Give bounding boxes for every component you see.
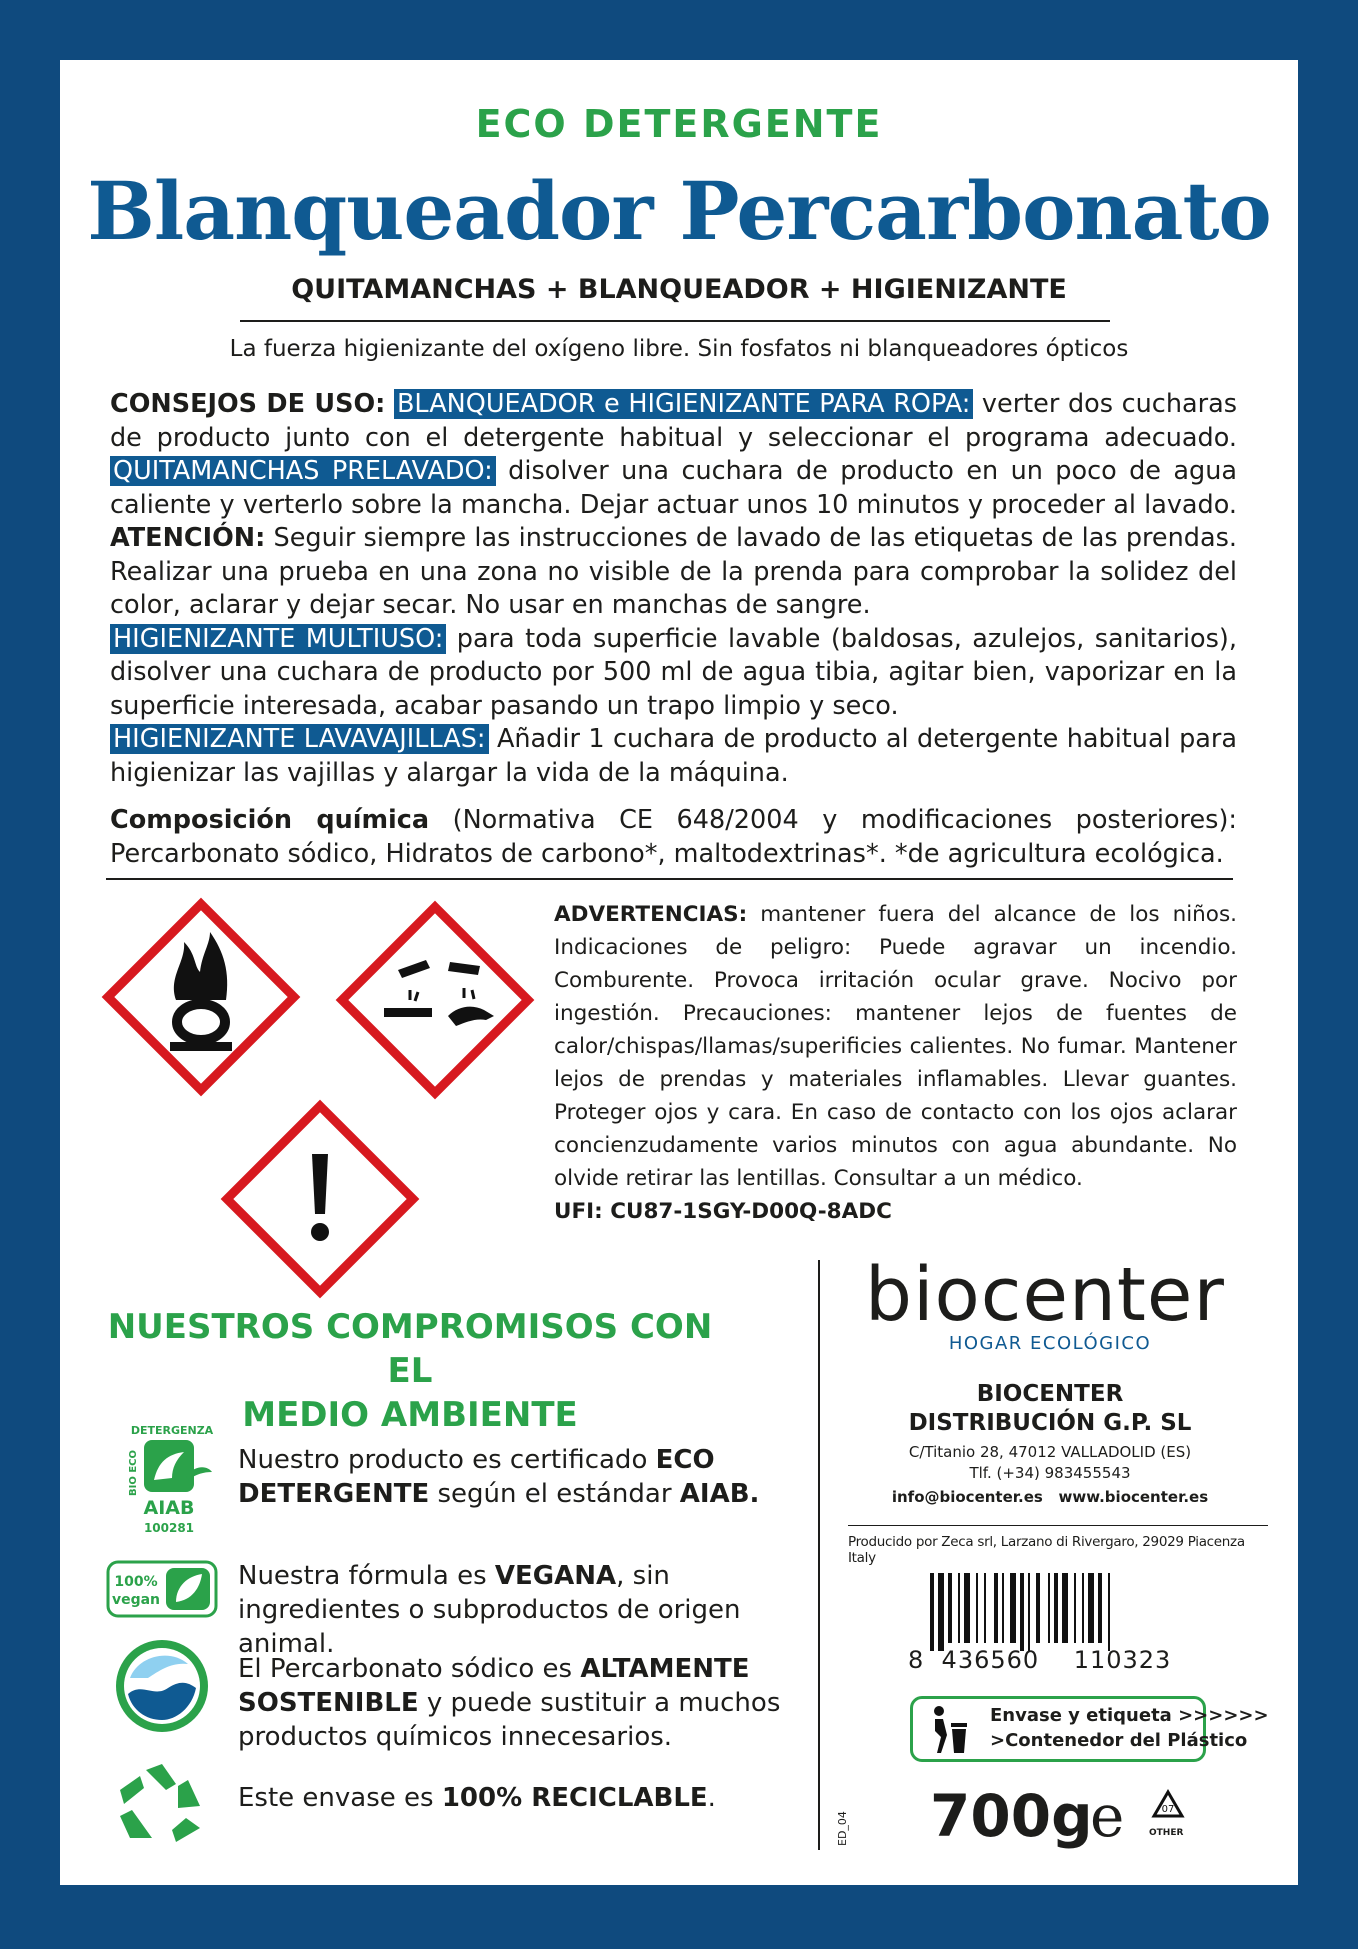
usage-instructions — [110, 388, 1237, 790]
barcode-bar — [1054, 1573, 1058, 1643]
commitments-heading-line1: NUESTROS COMPROMISOS CON EL — [107, 1307, 713, 1391]
barcode-bar — [938, 1573, 944, 1651]
label-panel — [60, 60, 1298, 1885]
phone-line: Tlf. (+34) 983455543 — [969, 1464, 1131, 1482]
product-title: Blanqueador Percarbonato — [87, 164, 1271, 258]
divider — [240, 320, 1110, 322]
barcode-bar — [1002, 1573, 1004, 1643]
barcode-bar — [1036, 1573, 1040, 1643]
contact-line — [860, 1488, 1240, 1506]
usage-prelavado-text: disolver una cuchara de producto en un poco de agua caliente y verterlo sobre la mancha. Dejar actuar unos 10 minutos y proceder al lavado. — [110, 456, 1238, 520]
barcode-bar — [976, 1573, 978, 1643]
warnings-body: mantener fuera del alcance de los niños. Indicaciones de peligro: Puede agravar un incendio. Comburente. Provoca irritación ocular grave. Nocivo por ingestión. Precauciones: mantener lejos de fuentes de calor/chispas/llamas/superificies calientes. No fumar. Mantener lejos de prendas y materiales inflamables. Llevar guantes. Proteger ojos y cara. En caso de contacto con los ojos aclarar concienzudamente varios minutos con agua abundante. No olvide retirar las lentillas. Consultar a un médico. — [554, 902, 1237, 1191]
recycling-text — [990, 1703, 1269, 1753]
barcode-number: 8 436560 110323 — [908, 1646, 1172, 1674]
address-line: C/Titanio 28, 47012 VALLADOLID (ES) — [908, 1443, 1192, 1461]
company-line2: DISTRIBUCIÓN G.P. SL — [908, 1410, 1192, 1436]
aiab-badge-top: DETERGENZA — [130, 1424, 214, 1437]
barcode-bar — [1028, 1573, 1030, 1651]
aiab-badge-name: AIAB — [143, 1497, 195, 1519]
vegan-badge-line1: 100% — [114, 1574, 158, 1590]
commitments-heading-line2: MEDIO AMBIENTE — [242, 1395, 578, 1435]
vertical-divider — [818, 1260, 820, 1850]
barcode-bar — [1088, 1573, 1094, 1643]
email-link[interactable]: info@biocenter.es — [891, 1488, 1043, 1506]
usage-prelavado-label: QUITAMANCHAS PRELAVADO: — [110, 456, 496, 486]
ufi-code: UFI: CU87-1SGY-D00Q-8ADC — [554, 1199, 892, 1224]
barcode-bar — [958, 1573, 960, 1643]
warnings-text — [554, 898, 1237, 1228]
commitment-vegan: Nuestra fórmula es VEGANA, sin ingredientes o subproductos de origen animal. — [238, 1561, 741, 1659]
divider — [106, 878, 1233, 880]
barcode-bar — [1108, 1573, 1110, 1651]
usage-heading: CONSEJOS DE USO: — [110, 389, 386, 419]
aiab-eco-detergent-badge — [124, 1422, 216, 1544]
company-address — [860, 1442, 1240, 1484]
estimated-sign-icon: e — [1090, 1782, 1125, 1850]
biocenter-logo: biocenter — [865, 1252, 1225, 1338]
usage-multiuso-text: para toda superficie lavable (baldosas, azulejos, sanitarios), disolver una cuchara de producto por 500 ml de agua tibia, agitar bien, vaporizar en la superficie interesada, acabar pasando un trapo limpio y seco. — [110, 623, 1237, 721]
barcode-bar — [1062, 1573, 1068, 1643]
recycling-line1: Envase y etiqueta >>>>>> — [990, 1705, 1269, 1726]
barcode-bar — [1020, 1573, 1024, 1651]
barcode-bar — [1082, 1573, 1084, 1643]
recycle-icon — [116, 1756, 206, 1846]
usage-ropa-label: BLANQUEADOR e HIGIENIZANTE PARA ROPA: — [394, 389, 973, 419]
net-weight: 700g — [930, 1782, 1093, 1850]
plastic-code: 07 — [1161, 1804, 1175, 1815]
aiab-badge-side: BIO ECO — [128, 1450, 139, 1496]
commitment-aiab: Nuestro producto es certificado ECO DETERGENTE según el estándar AIAB. — [238, 1445, 760, 1509]
composition-label: Composición química — [110, 805, 430, 835]
website-link[interactable]: www.biocenter.es — [1058, 1488, 1209, 1506]
company-line1: BIOCENTER — [976, 1381, 1124, 1407]
barcode-bar — [1010, 1573, 1016, 1643]
commitment-sustainable: El Percarbonato sódico es ALTAMENTE SOSTENIBLE y puede sustituir a muchos productos químicos innecesarios. — [238, 1654, 781, 1752]
aiab-badge-code: 100281 — [143, 1521, 195, 1535]
commitments-heading — [100, 1305, 720, 1437]
producer-info: Producido por Zeca srl, Larzano di Rivergaro, 29029 Piacenza Italy — [848, 1534, 1245, 1566]
usage-atencion-label: ATENCIÓN: — [110, 523, 266, 553]
barcode-bar — [1048, 1573, 1050, 1643]
warnings-label: ADVERTENCIAS: — [554, 902, 748, 927]
commitment-recyclable: Este envase es 100% RECICLABLE. — [238, 1783, 716, 1813]
usage-atencion-text: Seguir siempre las instrucciones de lavado de las etiquetas de las prendas. Realizar una prueba en una zona no visible de la prenda para comprobar la solidez del color, aclarar y dejar secar. No usar en manchas de sangre. — [110, 523, 1237, 620]
composition — [110, 804, 1237, 871]
plastic-resin-icon — [1148, 1788, 1188, 1828]
edition-code: ED_04 — [836, 1811, 849, 1846]
brand-tagline: HOGAR ECOLÓGICO — [948, 1333, 1152, 1354]
barcode-bar — [948, 1573, 952, 1643]
barcode-bar — [930, 1573, 934, 1651]
company-name — [860, 1380, 1240, 1438]
trash-bin-icon — [925, 1703, 973, 1755]
hazard-pictograms — [98, 892, 538, 1312]
product-tagline: La fuerza higienizante del oxígeno libre. Sin fosfatos ni blanqueadores ópticos — [229, 336, 1129, 362]
exclamation-mark-icon — [227, 1106, 413, 1292]
barcode-bar — [994, 1573, 998, 1643]
flame-over-circle-icon — [108, 904, 294, 1090]
barcode-bar — [1098, 1573, 1102, 1643]
corrosion-icon — [342, 907, 528, 1093]
usage-multiuso-label: HIGIENIZANTE MULTIUSO: — [110, 624, 446, 654]
product-category: ECO DETERGENTE — [475, 102, 883, 146]
barcode-bar — [964, 1573, 970, 1643]
plastic-label: OTHER — [1149, 1828, 1184, 1838]
vegan-badge-icon — [106, 1560, 218, 1618]
divider — [848, 1525, 1268, 1526]
vegan-badge-line2: vegan — [111, 1592, 161, 1608]
usage-lavavajillas-text: Añadir 1 cuchara de producto al detergente habitual para higienizar las vajillas y alargar la vida de la máquina. — [110, 724, 1238, 788]
barcode-bar — [1074, 1573, 1076, 1643]
barcode-bar — [984, 1573, 986, 1643]
usage-lavavajillas-label: HIGIENIZANTE LAVAVAJILLAS: — [110, 724, 489, 754]
composition-text: (Normativa CE 648/2004 y modificaciones posteriores): Percarbonato sódico, Hidratos de carbono*, maltodextrinas*. *de agricultura ecológica. — [110, 805, 1237, 869]
recycling-line2: >Contenedor del Plástico — [990, 1730, 1248, 1751]
sustainability-globe-icon — [112, 1636, 212, 1736]
product-subtitle: QUITAMANCHAS + BLANQUEADOR + HIGIENIZANTE — [291, 274, 1067, 305]
usage-ropa-text: verter dos cucharas de producto junto con el detergente habitual y seleccionar el programa adecuado. — [110, 389, 1238, 453]
